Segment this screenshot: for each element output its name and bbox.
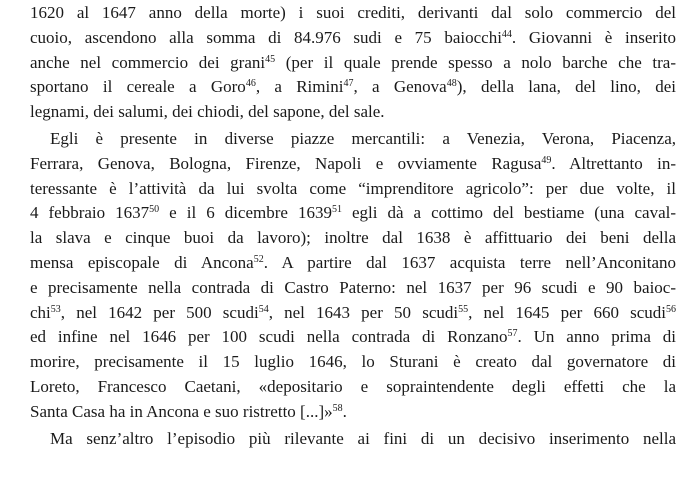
footnote-marker: 45 bbox=[265, 53, 276, 65]
text-run: , a Rimini bbox=[255, 77, 344, 97]
text-run: chi bbox=[30, 302, 51, 322]
text-run: mensa episcopale di Ancona bbox=[30, 252, 254, 272]
text-run: . bbox=[342, 401, 347, 421]
text-run: morire, precisamente il 15 luglio 1646, lo Sturani è creato dal governatore di bbox=[30, 352, 676, 372]
footnote-marker: 49 bbox=[541, 154, 552, 166]
footnote-marker: 46 bbox=[245, 78, 256, 90]
text-run: anche nel commercio dei grani bbox=[30, 52, 266, 72]
text-run: Santa Casa ha in Ancona e suo ristretto [...]» bbox=[30, 401, 333, 421]
text-run: , a Genova bbox=[353, 77, 447, 97]
footnote-marker: 54 bbox=[258, 303, 269, 315]
text-run: Ma senz’altro l’episodio più rilevante ai fini di un decisivo inserimento nella bbox=[50, 428, 676, 448]
text-line bbox=[30, 201, 676, 226]
footnote-marker: 53 bbox=[50, 303, 61, 315]
text-run: e il 6 dicembre 1639 bbox=[159, 203, 332, 223]
text-line bbox=[30, 127, 676, 152]
text-run: ), della lana, del lino, dei bbox=[456, 77, 677, 97]
text-run: cuoio, ascendono alla somma di 84.976 sudi e 75 baiocchi bbox=[30, 27, 502, 47]
text-line bbox=[30, 427, 676, 452]
footnote-marker: 48 bbox=[446, 78, 457, 90]
text-run: 4 febbraio 1637 bbox=[30, 203, 150, 223]
text-line bbox=[30, 350, 676, 375]
text-run: la slava e cinque buoi da lavoro); inoltre dal 1638 è affittuario dei beni della bbox=[30, 228, 676, 248]
text-run: Egli è presente in diverse piazze mercantili: a Venezia, Verona, Piacenza, bbox=[50, 128, 676, 148]
footnote-marker: 56 bbox=[666, 303, 677, 315]
footnote-marker: 52 bbox=[253, 253, 264, 265]
text-run: . Giovanni è inserito bbox=[511, 27, 676, 47]
text-line bbox=[30, 325, 676, 350]
text-line bbox=[30, 100, 676, 125]
text-run: (per il quale prende spesso a nolo barche che tra- bbox=[275, 52, 676, 72]
paragraph bbox=[30, 1, 676, 125]
text-run: Loreto, Francesco Caetani, «depositario e sopraintendente degli effetti che la bbox=[30, 376, 676, 396]
footnote-marker: 57 bbox=[507, 328, 518, 340]
text-line bbox=[30, 177, 676, 202]
text-line bbox=[30, 152, 676, 177]
text-run: e precisamente nella contrada di Castro Paterno: nel 1637 per 96 scudi e 90 baioc- bbox=[30, 277, 676, 297]
footnote-marker: 55 bbox=[458, 303, 469, 315]
text-run: 1620 al 1647 anno della morte) i suoi crediti, derivanti dal solo commercio del bbox=[30, 3, 676, 22]
footnote-marker: 50 bbox=[149, 204, 160, 216]
text-run: ed infine nel 1646 per 100 scudi nella contrada di Ronzano bbox=[30, 327, 508, 347]
footnote-marker: 47 bbox=[343, 78, 354, 90]
text-run: egli dà a cottimo del bestiame (una caval- bbox=[341, 203, 676, 223]
text-line bbox=[30, 276, 676, 301]
text-run: . A partire dal 1637 acquista terre nell’Anconitano bbox=[263, 252, 676, 272]
text-line bbox=[30, 251, 676, 276]
paragraph bbox=[30, 127, 676, 425]
footnote-marker: 58 bbox=[332, 402, 343, 414]
text-run: , nel 1645 per 660 scudi bbox=[468, 302, 667, 322]
text-line bbox=[30, 51, 676, 76]
text-run: , nel 1642 per 500 scudi bbox=[60, 302, 259, 322]
text-run: . Altrettanto in- bbox=[551, 153, 676, 173]
text-run: teressante è l’attività da lui svolta come “imprenditore agricolo”: per due volte, il bbox=[30, 178, 676, 198]
text-run: , nel 1643 per 50 scudi bbox=[268, 302, 459, 322]
text-line bbox=[30, 26, 676, 51]
text-run: legnami, dei salumi, dei chiodi, del sapone, del sale. bbox=[30, 102, 385, 122]
text-line bbox=[30, 301, 676, 326]
text-line bbox=[30, 75, 676, 100]
paragraph bbox=[30, 427, 676, 452]
text-line bbox=[30, 1, 676, 26]
text-line bbox=[30, 226, 676, 251]
text-line bbox=[30, 375, 676, 400]
text-run: Ferrara, Genova, Bologna, Firenze, Napoli e ovviamente Ragusa bbox=[30, 153, 542, 173]
text-run: sportano il cereale a Goro bbox=[30, 77, 246, 97]
text-run: . Un anno prima di bbox=[517, 327, 676, 347]
footnote-marker: 44 bbox=[501, 28, 512, 40]
text-line bbox=[30, 400, 676, 425]
footnote-marker: 51 bbox=[331, 204, 342, 216]
